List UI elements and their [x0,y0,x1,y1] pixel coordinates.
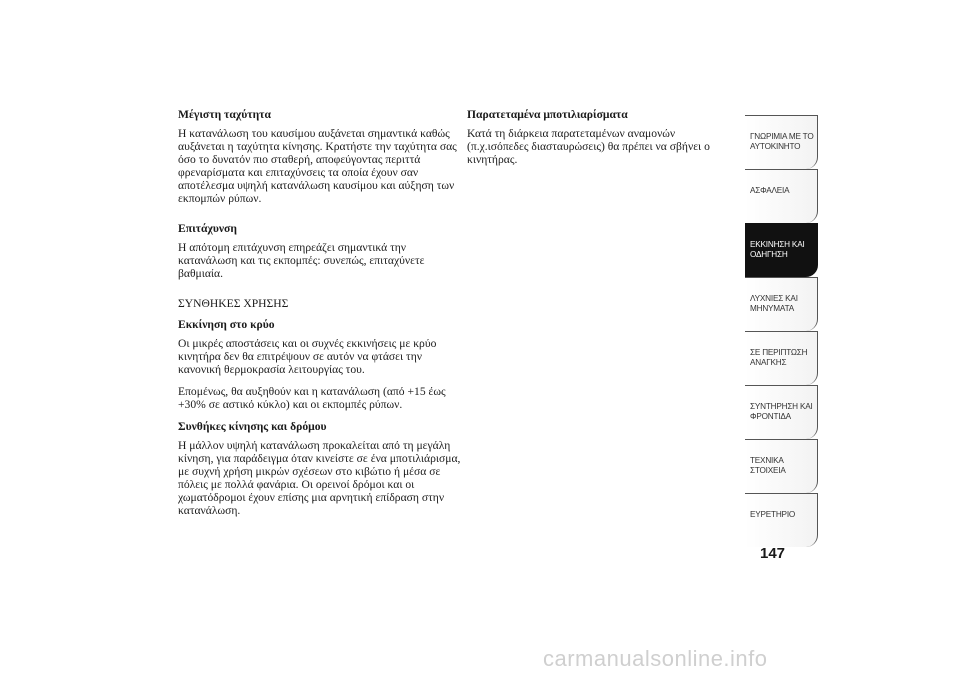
heading-acceleration: Επιτάχυνση [178,222,237,235]
left-column [178,108,468,526]
tab-technical-data[interactable]: ΤΕΧΝΙΚΑ ΣΤΟΙΧΕΙΑ [745,439,818,493]
heading-traffic-road: Συνθήκες κίνησης και δρόμου [178,420,327,433]
paragraph-cold-start: Οι μικρές αποστάσεις και οι συχνές εκκινήσεις με κρύο κινητήρα δεν θα επιτρέψουν σε αυτόν να φτάσει την κανονική θερμοκρασία λειτουργίας του. [178,337,437,376]
heading-traffic-jams: Παρατεταμένα μποτιλιαρίσματα [467,108,628,121]
page-number: 147 [760,545,786,562]
tab-index[interactable]: ΕΥΡΕΤΗΡΙΟ [745,493,818,547]
paragraph-traffic-jams: Κατά τη διάρκεια παρατεταμένων αναμονών (π.χ.ισόπεδες διασταυρώσεις) θα πρέπει να σβήνει ο κινητήρας. [467,127,710,166]
right-column [467,108,732,175]
watermark-text: carmanualsonline.info [543,646,768,671]
tab-emergency[interactable]: ΣΕ ΠΕΡΙΠΤΩΣΗ ΑΝΑΓΚΗΣ [745,331,818,385]
paragraph-max-speed: Η κατανάλωση του καυσίμου αυξάνεται σημαντικά καθώς αυξάνεται η ταχύτητα κίνησης. Κρατήστε την ταχύτητα σας όσο το δυνατόν πιο σταθερή, αποφεύγοντας περιττά φρεναρίσματα και επιταχύνσεις τα οποία έχουν σαν αποτέλεσμα υψηλή κατανάλωση καυσίμου και αύξηση των εκπομπών ρύπων. [178,127,457,205]
paragraph-acceleration: Η απότομη επιτάχυνση επηρεάζει σημαντικά την κατανάλωση και τις εκπομπές: συνεπώς, επιταχύνετε βαθμιαία. [178,241,425,280]
tab-getting-to-know-car[interactable]: ΓΝΩΡΙΜΙΑ ΜΕ ΤΟ ΑΥΤΟΚΙΝΗΤΟ [745,115,818,169]
paragraph-consumption-increase: Επομένως, θα αυξηθούν και η κατανάλωση (από +15 έως +30% σε αστικό κύκλο) και οι εκπομπές ρύπων. [178,385,446,411]
tab-lights-messages[interactable]: ΛΥΧΝΙΕΣ ΚΑΙ ΜΗΝΥΜΑΤΑ [745,277,818,331]
tab-starting-driving[interactable]: ΕΚΚΙΝΗΣΗ ΚΑΙ ΟΔΗΓΗΣΗ [745,223,818,277]
tab-safety[interactable]: ΑΣΦΑΛΕΙΑ [745,169,818,223]
heading-cold-start: Εκκίνηση στο κρύο [178,318,275,331]
tab-maintenance[interactable]: ΣΥΝΤΗΡΗΣΗ ΚΑΙ ΦΡΟΝΤΙΔΑ [745,385,818,439]
paragraph-traffic-road: Η μάλλον υψηλή κατανάλωση προκαλείται από τη μεγάλη κίνηση, για παράδειγμα όταν κινείστε σε ένα μποτιλιάρισμα, με συχνή χρήση μικρών σχέσεων στο κιβώτιο ή μέσα σε πόλεις με πολλά φανάρια. Οι ορεινοί δρόμοι και οι χωματόδρομοι έχουν επίσης μια αρνητική επίδραση στην κατανάλωση. [178,439,461,517]
chapter-tabs [745,115,818,547]
heading-max-speed: Μέγιστη ταχύτητα [178,108,271,121]
section-title-conditions: ΣΥΝΘΗΚΕΣ ΧΡΗΣΗΣ [178,297,289,310]
